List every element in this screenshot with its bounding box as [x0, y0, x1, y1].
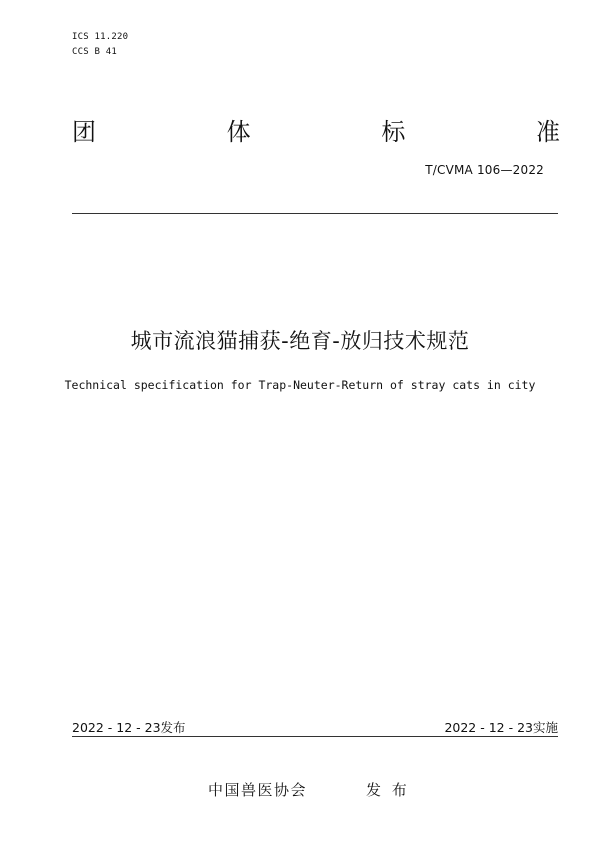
standard-type-char: 标	[381, 118, 406, 146]
ics-code: ICS 11.220	[72, 32, 129, 42]
standard-number: T/CVMA 106—2022	[425, 163, 544, 177]
footer-divider	[72, 736, 558, 737]
standard-type-char: 准	[535, 118, 560, 146]
document-title-english: Technical specification for Trap-Neuter-Return of stray cats in city	[64, 378, 536, 392]
implementation-date: 2022 - 12 - 23实施	[444, 720, 558, 735]
issue-date: 2022 - 12 - 23发布	[72, 720, 186, 735]
classification-codes	[72, 30, 128, 60]
document-title-chinese: 城市流浪猫捕获-绝育-放归技术规范	[130, 329, 470, 353]
header-divider	[72, 213, 558, 214]
publisher-action: 发 布	[366, 781, 410, 799]
standard-type-char: 团	[72, 118, 96, 146]
standard-type-heading	[72, 112, 560, 147]
ccs-code: CCS B 41	[72, 47, 117, 57]
publisher-name: 中国兽医协会	[208, 781, 308, 799]
standard-type-char: 体	[226, 118, 251, 146]
